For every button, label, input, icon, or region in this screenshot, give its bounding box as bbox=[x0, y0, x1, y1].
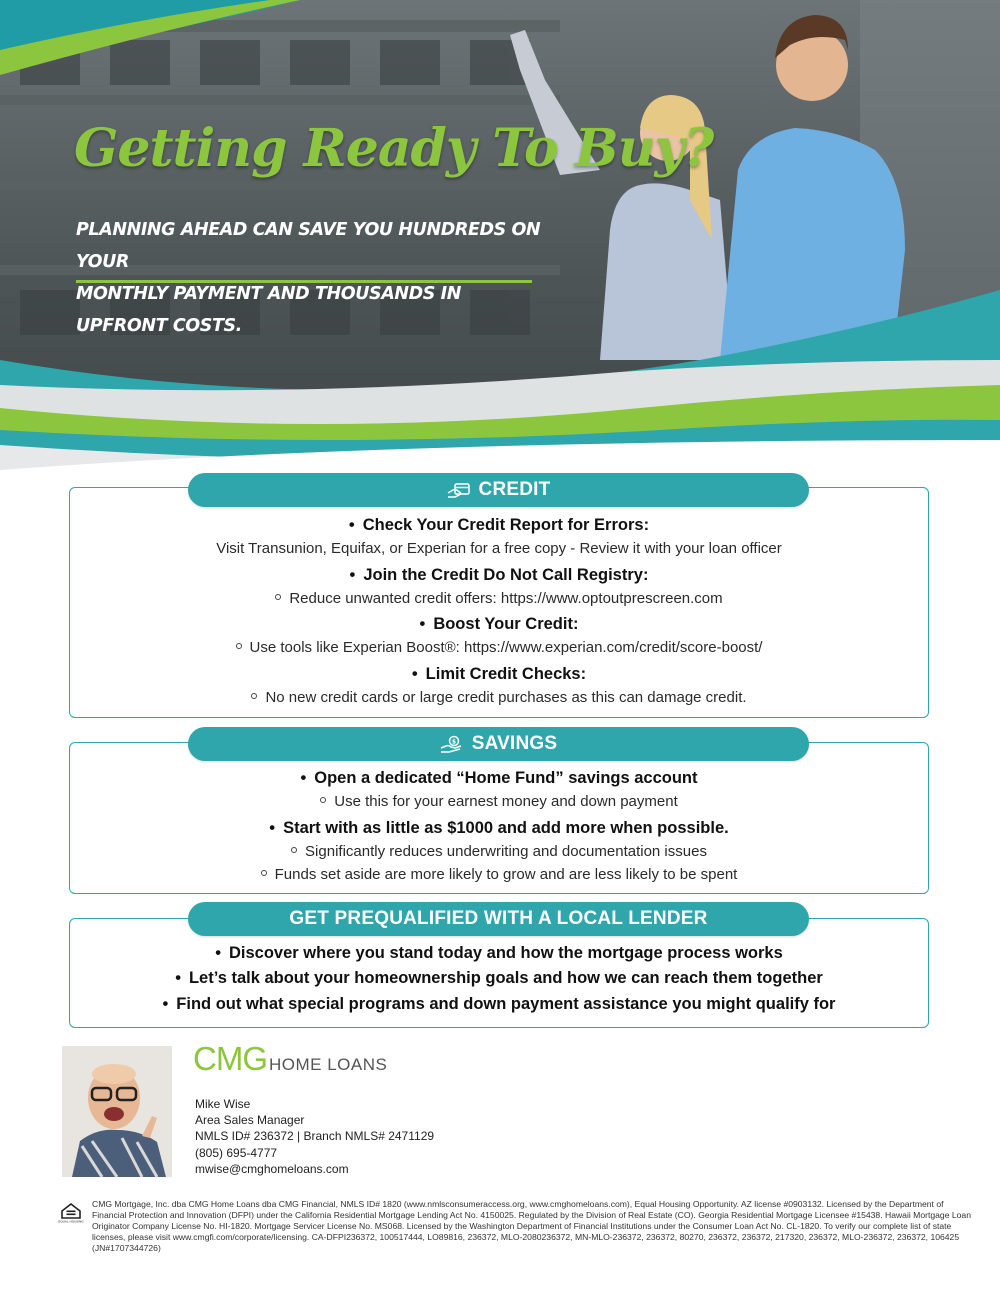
credit-item-2-detail: Reduce unwanted credit offers: https://www.optoutprescreen.com bbox=[70, 590, 928, 607]
hero-subtitle-line1: PLANNING AHEAD CAN SAVE YOU HUNDREDS ON YOUR bbox=[76, 220, 541, 272]
contact-title: Area Sales Manager bbox=[195, 1113, 305, 1128]
prequal-heading-pill bbox=[188, 902, 809, 936]
hero-title: Getting Ready To Buy? bbox=[74, 118, 714, 179]
credit-item-2-title: • Join the Credit Do Not Call Registry: bbox=[349, 566, 649, 584]
savings-heading: SAVINGS bbox=[471, 733, 558, 754]
equal-housing-icon bbox=[60, 1201, 82, 1223]
hero-underline bbox=[76, 280, 532, 283]
savings-item-2-detail-2: Funds set aside are more likely to grow and are less likely to be spent bbox=[70, 866, 928, 883]
credit-item-1-detail: Visit Transunion, Equifax, or Experian for a free copy - Review it with your loan officer bbox=[216, 540, 782, 557]
contact-nmls: NMLS ID# 236372 | Branch NMLS# 2471129 bbox=[195, 1129, 435, 1144]
savings-item-2-detail-1: Significantly reduces underwriting and documentation issues bbox=[70, 843, 928, 860]
hero-banner bbox=[0, 0, 1000, 470]
credit-card-hand-icon bbox=[447, 481, 471, 499]
svg-text:$: $ bbox=[451, 738, 456, 746]
prequal-item-2: • Let’s talk about your homeownership goals and how we can reach them together bbox=[175, 969, 823, 987]
credit-heading-pill bbox=[188, 473, 809, 507]
logo-suffix: HOME LOANS bbox=[269, 1055, 388, 1074]
prequal-item-1: • Discover where you stand today and how the mortgage process works bbox=[215, 944, 783, 962]
logo-brand: CMG bbox=[193, 1040, 267, 1077]
prequal-item-3: • Find out what special programs and down payment assistance you might qualify for bbox=[162, 995, 836, 1013]
contact-phone[interactable]: (805) 695-4777 bbox=[195, 1145, 278, 1160]
savings-item-2-title: • Start with as little as $1000 and add more when possible. bbox=[269, 819, 729, 837]
prequal-heading: GET PREQUALIFIED WITH A LOCAL LENDER bbox=[289, 908, 708, 929]
credit-item-3-detail: Use tools like Experian Boost®: https://www.experian.com/credit/score-boost/ bbox=[70, 639, 928, 656]
savings-section bbox=[69, 742, 929, 894]
credit-item-3-title: • Boost Your Credit: bbox=[419, 615, 579, 633]
credit-item-1-title: • Check Your Credit Report for Errors: bbox=[348, 516, 650, 534]
equal-housing-label: EQUAL HOUSING bbox=[58, 1219, 84, 1224]
credit-section bbox=[69, 487, 929, 718]
contact-block bbox=[195, 1096, 434, 1177]
savings-heading-pill bbox=[188, 727, 809, 761]
legal-disclaimer: CMG Mortgage, Inc. dba CMG Home Loans dba CMG Financial, NMLS ID# 1820 (www.nmlsconsumeraccess.org, www.cmghomeloans.com), Equal Housing Opportunity. AZ license #0903132. Licensed by the Department of Financial Protection and Innovation (DFPI) under the California Residential Mortgage Lending Act No. 4150025. Regulated by the Division of Real Estate (CO). Georgia Residential Mortgage Licensee #15438. Hawaii Mortgage Loan Originator Company License No. HI-1820. Mortgage Servicer License No. MS068. Licensed by the Washington Department of Financial Institutions under the Consumer Loan Act No. CL-1820. To verify our complete list of state licenses, please visit www.cmgfi.com/corporate/licensing. CA-DFPI236372, 100517444, LO89816, 236372, MLO-2080236372, MN-MLO-236372, 236372, 80270, 236372, 236372, 217320, 236372, MLO-236372, 236372, 106425 (JN#1707344726) bbox=[92, 1199, 971, 1253]
cmg-logo bbox=[193, 1040, 387, 1078]
avatar bbox=[62, 1046, 172, 1177]
credit-item-4-title: • Limit Credit Checks: bbox=[411, 665, 587, 683]
savings-item-1-detail: Use this for your earnest money and down payment bbox=[70, 793, 928, 810]
savings-item-1-title: • Open a dedicated “Home Fund” savings account bbox=[300, 769, 698, 787]
credit-heading: CREDIT bbox=[478, 479, 551, 500]
money-hand-icon bbox=[440, 735, 464, 753]
credit-item-4-detail: No new credit cards or large credit purchases as this can damage credit. bbox=[70, 689, 928, 706]
hero-subtitle-line2: MONTHLY PAYMENT AND THOUSANDS IN UPFRONT COSTS. bbox=[76, 284, 462, 336]
hero-subtitle bbox=[76, 214, 546, 342]
contact-email[interactable]: mwise@cmghomeloans.com bbox=[195, 1161, 349, 1176]
contact-name: Mike Wise bbox=[195, 1097, 251, 1111]
